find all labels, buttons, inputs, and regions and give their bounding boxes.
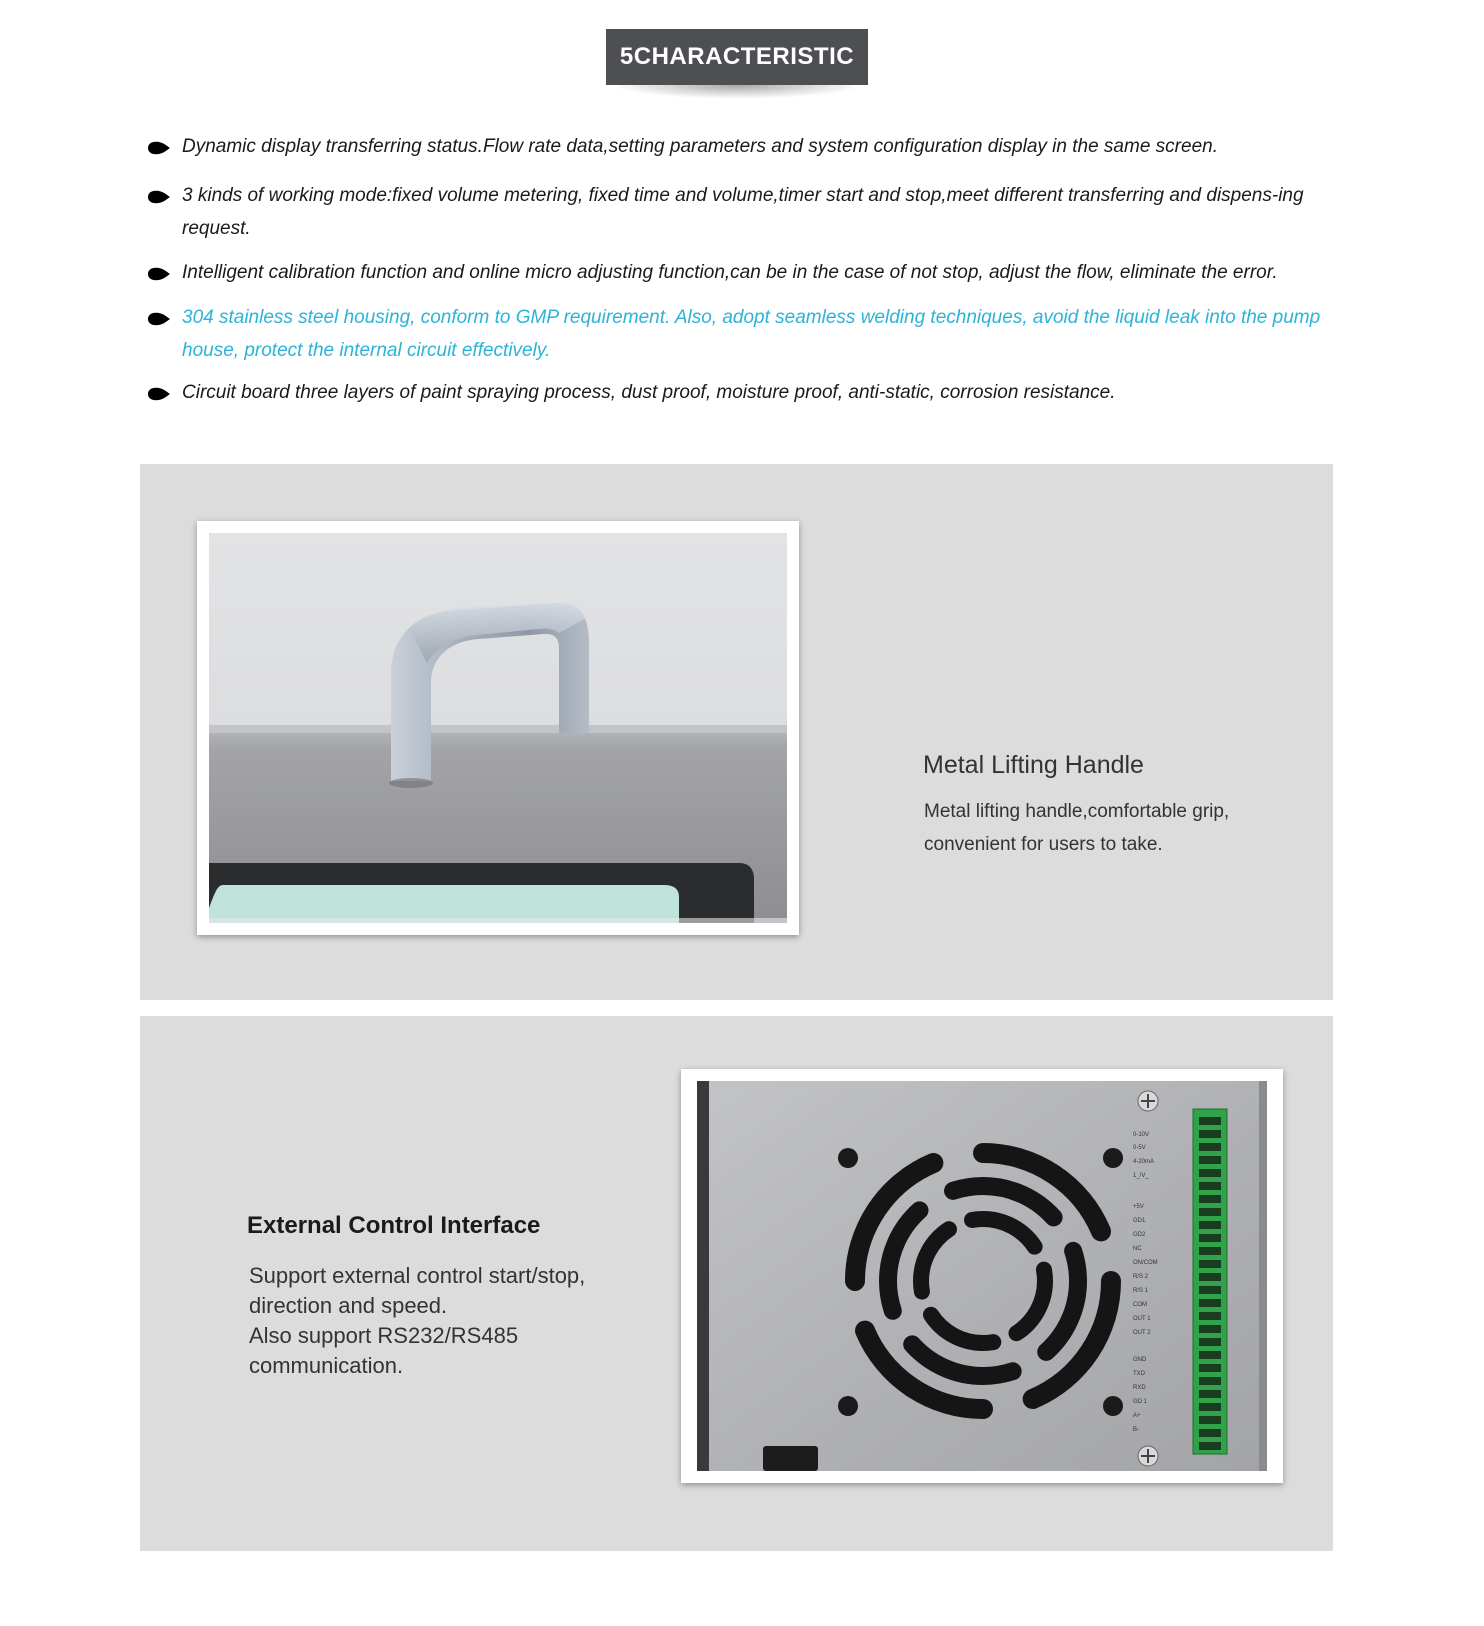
feature-list — [148, 130, 1338, 409]
terminal-label: B- — [1133, 1427, 1139, 1433]
terminal-pin — [1199, 1221, 1221, 1229]
feature-item — [148, 130, 1338, 163]
terminal-label: GD2 — [1133, 1232, 1146, 1238]
terminal-pin — [1199, 1286, 1221, 1294]
section-title: 5CHARACTERISTIC — [606, 29, 868, 85]
feature-item — [148, 256, 1338, 289]
terminal-label: 1_/V_ — [1133, 1173, 1149, 1179]
terminal-pin — [1199, 1234, 1221, 1242]
handle-photo — [209, 533, 787, 923]
terminal-pin — [1199, 1117, 1221, 1125]
terminal-label: GND — [1133, 1357, 1147, 1363]
terminal-pin — [1199, 1182, 1221, 1190]
terminal-label: 4-20mA — [1133, 1159, 1155, 1165]
feature-item — [148, 376, 1338, 409]
terminal-pin — [1199, 1299, 1221, 1307]
terminal-pin — [1199, 1247, 1221, 1255]
terminal-pin — [1199, 1416, 1221, 1424]
rear-panel-illustration — [693, 1081, 1271, 1471]
terminal-label: NC — [1133, 1246, 1142, 1252]
section-header — [606, 29, 868, 99]
feature-text: 3 kinds of working mode:fixed volume metering, fixed time and volume,timer start and stop,meet different transferring and dispens-ing request. — [182, 185, 1304, 239]
terminal-label: OUT 1 — [1133, 1316, 1151, 1322]
terminal-pin — [1199, 1208, 1221, 1216]
terminal-pin — [1199, 1130, 1221, 1138]
terminal-label: GD 1 — [1133, 1399, 1148, 1405]
terminal-pin — [1199, 1195, 1221, 1203]
handle-description: Metal lifting handle,comfortable grip, convenient for users to take. — [924, 801, 1230, 855]
terminal-label: 0-10V — [1133, 1132, 1150, 1138]
feature-text: Circuit board three layers of paint spraying process, dust proof, moisture proof, anti-static, corrosion resistance. — [182, 382, 1116, 403]
terminal-pin — [1199, 1429, 1221, 1437]
interface-title: External Control Interface — [247, 1212, 541, 1239]
terminal-label: OUT 2 — [1133, 1330, 1151, 1336]
terminal-pin — [1199, 1390, 1221, 1398]
terminal-pin — [1199, 1442, 1221, 1450]
terminal-label: COM — [1133, 1302, 1147, 1308]
terminal-label: A+ — [1133, 1413, 1141, 1419]
terminal-label: TXD — [1133, 1371, 1145, 1377]
bullet-icon — [148, 312, 170, 326]
header-shadow — [612, 85, 862, 99]
bullet-icon — [148, 387, 170, 401]
terminal-label: +5V — [1133, 1204, 1144, 1210]
interface-photo-frame — [681, 1069, 1283, 1483]
terminal-pin — [1199, 1351, 1221, 1359]
terminal-pin — [1199, 1273, 1221, 1281]
interface-panel — [140, 1016, 1333, 1551]
terminal-pin — [1199, 1260, 1221, 1268]
terminal-pin — [1199, 1377, 1221, 1385]
bullet-icon — [148, 267, 170, 281]
handle-photo-frame — [197, 521, 799, 935]
handle-title: Metal Lifting Handle — [923, 751, 1144, 779]
interface-photo — [693, 1081, 1271, 1471]
terminal-label: R/S 1 — [1133, 1288, 1149, 1294]
feature-text: 304 stainless steel housing, conform to GMP requirement. Also, adopt seamless welding techniques, avoid the liquid leak into the pump house, protect the internal circuit effectively. — [182, 307, 1321, 361]
feature-text: Dynamic display transferring status.Flow rate data,setting parameters and system configuration display in the same screen. — [182, 136, 1218, 157]
bullet-icon — [148, 141, 170, 155]
terminal-label: ON/COM — [1133, 1260, 1158, 1266]
terminal-label: 0-5V — [1133, 1145, 1146, 1151]
bullet-icon — [148, 190, 170, 204]
interface-description: Support external control start/stop, direction and speed. Also support RS232/RS485 communication. — [249, 1263, 586, 1378]
terminal-pin — [1199, 1312, 1221, 1320]
terminal-label: GD1 — [1133, 1218, 1146, 1224]
terminal-pin — [1199, 1325, 1221, 1333]
terminal-pin — [1199, 1338, 1221, 1346]
terminal-pin — [1199, 1169, 1221, 1177]
terminal-pin — [1199, 1403, 1221, 1411]
terminal-pin — [1199, 1364, 1221, 1372]
terminal-pin — [1199, 1156, 1221, 1164]
handle-panel — [140, 464, 1333, 1000]
terminal-pin — [1199, 1143, 1221, 1151]
terminal-label: R/S 2 — [1133, 1274, 1149, 1280]
terminal-label: RXD — [1133, 1385, 1146, 1391]
feature-item-highlighted — [148, 301, 1338, 367]
lifting-handle-illustration — [209, 533, 787, 923]
feature-item — [148, 179, 1338, 245]
feature-text: Intelligent calibration function and online micro adjusting function,can be in the case of not stop, adjust the flow, eliminate the error. — [182, 262, 1278, 283]
